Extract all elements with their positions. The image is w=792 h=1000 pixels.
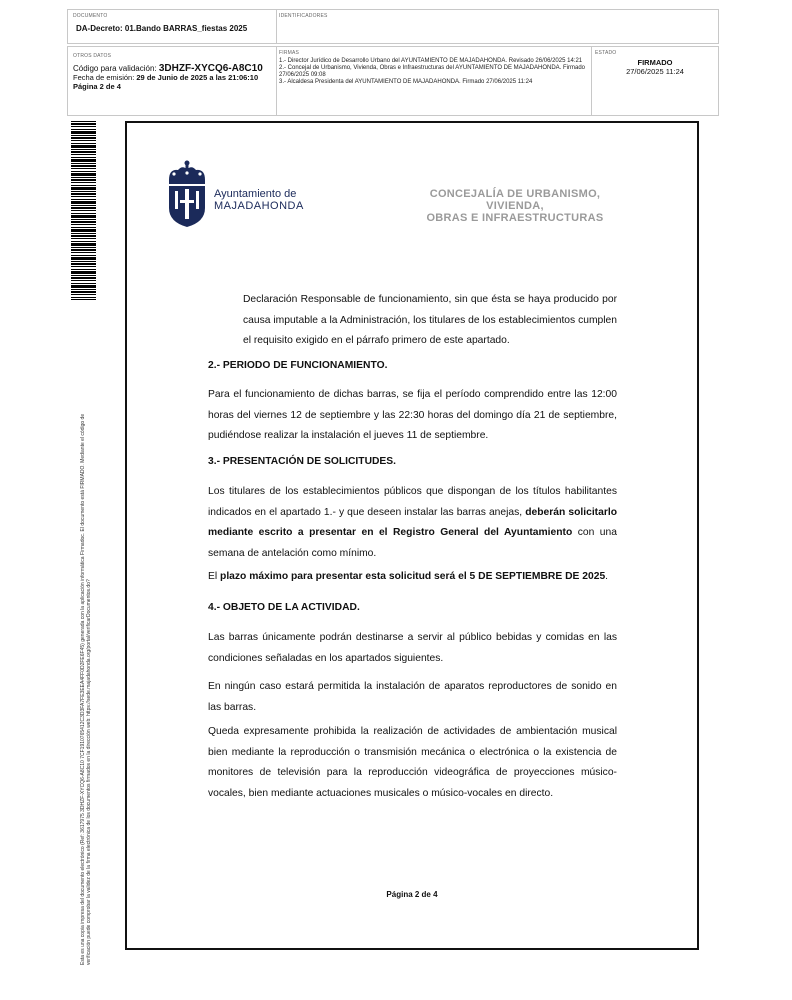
section-4-paragraph-3: Queda expresamente prohibida la realización de actividades de ambientación musical bien mediante la reproducción o transmisión mecánica o electrónica o la existencia de monitores de televisión para la reproducción videográfica de proyecciones músico-vocales, bien mediante actuaciones musicales o músico-vocales en directo. — [208, 726, 617, 799]
section-3-text-a: Los titulares de los establecimientos públicos que dispongan de los títulos habilitantes indicados en el apartado 1.- y que deseen instalar las barras anejas, — [208, 486, 617, 518]
section-2-heading: 2.- PERIODO DE FUNCIONAMIENTO. — [208, 360, 388, 371]
logo-line-1: Ayuntamiento de — [214, 188, 297, 200]
side-text-line-1: Esta es una copia impresa del documento electrónico (Ref: 3617975 3DHZF-XYCQ6-A8C10 7CF1910765412C3D3FA7FE3EEA4FF0D2FE6F45) generada con la aplicación informática Firmadoc. El documento está FIRMADO. Mediante el código de — [80, 413, 86, 965]
section-2-paragraph: Para el funcionamiento de dichas barras, se fija el período comprendido entre las 12:00 horas del viernes 12 de septiembre y las 22:30 horas del domingo día 21 de septiembre, pudiéndose realizar la instalación el jueves 11 de septiembre. — [208, 389, 617, 441]
header-estado-box — [591, 46, 719, 116]
verification-side-text — [80, 305, 92, 965]
firma-1: 1.- Director Jurídico de Desarrollo Urbano del AYUNTAMIENTO DE MAJADAHONDA. Revisado 26/06/2025 14:21 — [279, 58, 583, 64]
logo-line-2: MAJADAHONDA — [214, 200, 304, 212]
documento-value: DA-Decreto: 01.Bando BARRAS_fiestas 2025 — [76, 24, 248, 33]
barcode — [71, 121, 96, 300]
plazo-paragraph — [208, 567, 617, 588]
otros-datos-label: OTROS DATOS — [73, 53, 112, 59]
firma-3: 3.- Alcaldesa Presidenta del AYUNTAMIENTO DE MAJADAHONDA. Firmado 27/06/2025 11:24 — [279, 79, 533, 85]
codigo-prefix: Código para validación: — [73, 64, 157, 73]
codigo-value: 3DHZF-XYCQ6-A8C10 — [158, 63, 263, 74]
concejalia-line-1: CONCEJALÍA DE URBANISMO, VIVIENDA, — [429, 188, 601, 212]
fecha-prefix: Fecha de emisión: — [73, 73, 135, 82]
section-4-paragraph-1: Las barras únicamente podrán destinarse a servir al público bebidas y comidas en las condiciones señaladas en los apartados siguientes. — [208, 632, 617, 664]
plazo-text-b: plazo máximo para presentar esta solicitud será el 5 DE SEPTIEMBRE DE 2025 — [220, 571, 606, 582]
documento-label: DOCUMENTO — [73, 13, 108, 19]
crown-shield-icon — [165, 160, 209, 228]
section-3-text-c: con una semana de antelación como mínimo. — [208, 527, 617, 559]
intro-paragraph: Declaración Responsable de funcionamiento, sin que ésta se haya producido por causa imputable a la Administración, los titulares de los establecimientos cumplen el requisito exigido en el párrafo primero de este apartado. — [243, 294, 617, 346]
plazo-text-a: El — [208, 571, 218, 582]
estado-date: 27/06/2025 11:24 — [626, 67, 684, 76]
fecha-value: 29 de Junio de 2025 a las 21:06:10 — [136, 73, 259, 82]
logo-text — [214, 188, 304, 212]
plazo-text-c: . — [605, 571, 609, 582]
ayuntamiento-logo — [165, 160, 209, 228]
firma-2: 2.- Concejal de Urbanismo, Vivienda, Obras e Infraestructuras del AYUNTAMIENTO DE MAJADAHONDA. Firmado 27/06/2025 09:08 — [279, 65, 585, 78]
firmas-list — [279, 58, 587, 86]
estado-label: ESTADO — [595, 50, 617, 56]
section-4-paragraph-2: En ningún caso estará permitida la instalación de aparatos reproductores de sonido en las barras. — [208, 681, 617, 713]
section-4-heading: 4.- OBJETO DE LA ACTIVIDAD. — [208, 602, 360, 613]
fecha-emision — [73, 73, 258, 82]
pagina-header: Página 2 de 4 — [73, 82, 121, 91]
section-3-paragraph — [208, 482, 617, 564]
header-identificadores-box — [276, 9, 719, 44]
section-3-text-b: deberán solicitarlo mediante escrito a presentar en el Registro General del Ayuntamiento — [208, 506, 617, 538]
side-text-line-2: verificación puede comprobar la validez de la firma electrónica de los documentos firmados en la dirección web: https://sede.majadahonda.org/portal/verificarDocumentos.do? — [86, 579, 92, 965]
identificadores-label: IDENTIFICADORES — [279, 13, 328, 19]
estado-value: FIRMADO — [637, 58, 673, 67]
firmas-label: FIRMAS — [279, 50, 300, 56]
concejalia-line-2: OBRAS E INFRAESTRUCTURAS — [426, 212, 604, 224]
page-footer: Página 2 de 4 — [386, 890, 438, 899]
concejalia-title — [410, 188, 620, 224]
section-3-heading: 3.- PRESENTACIÓN DE SOLICITUDES. — [208, 456, 397, 467]
